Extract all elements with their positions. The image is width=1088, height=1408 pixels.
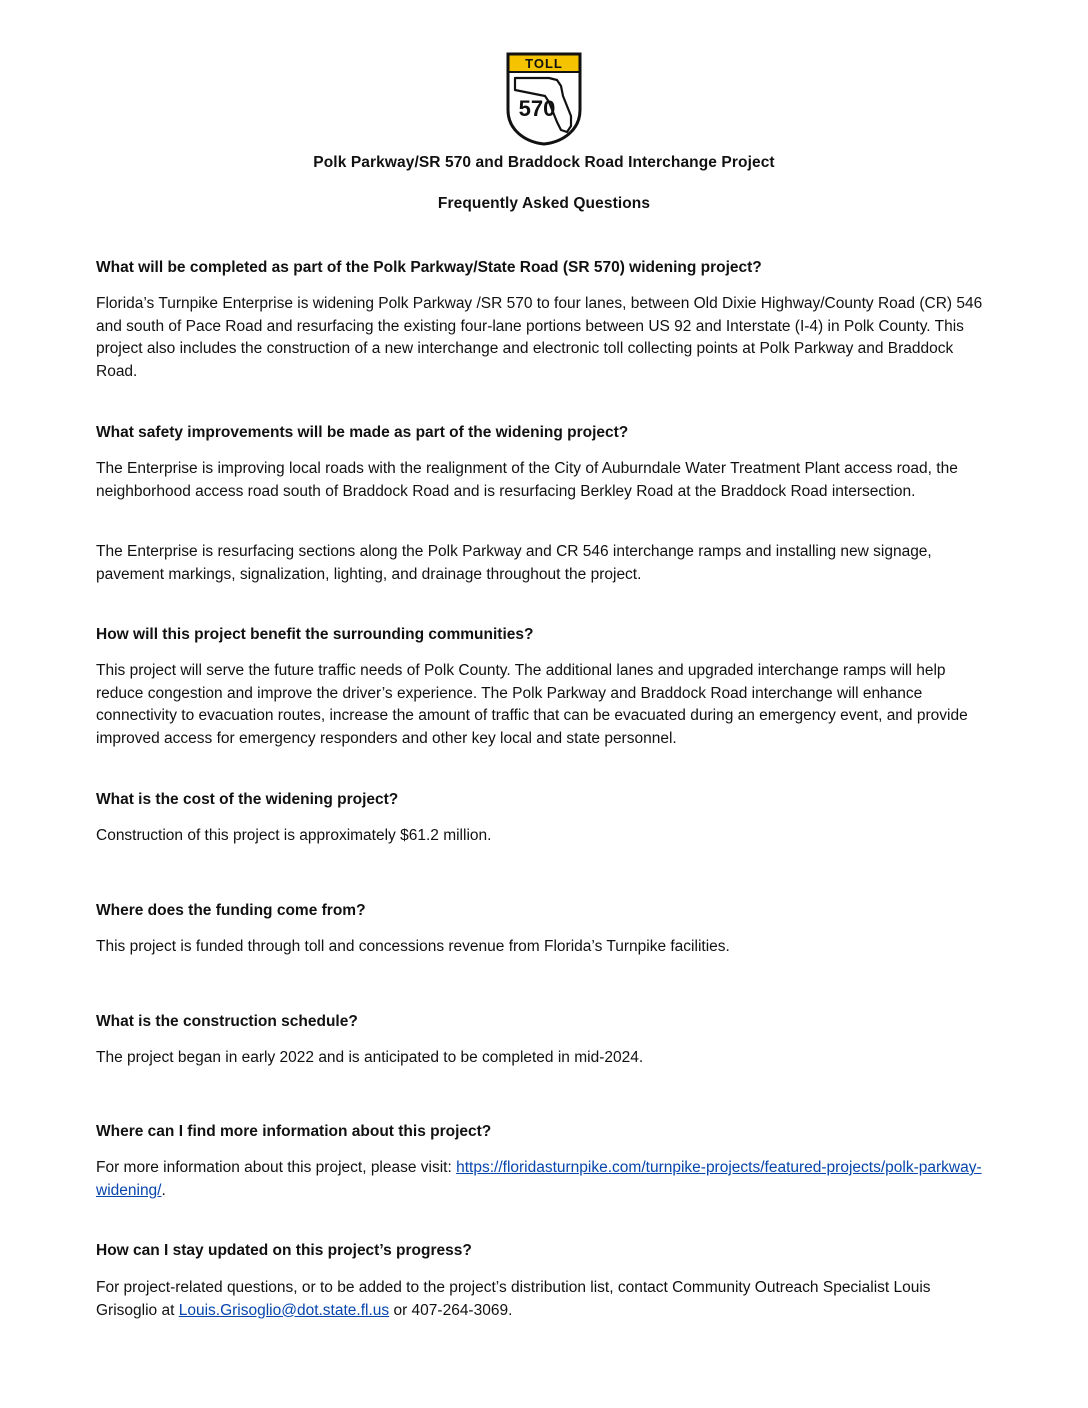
- faq-answer-6: The project began in early 2022 and is anticipated to be completed in mid-2024.: [96, 1049, 644, 1066]
- faq-answer-1: Florida’s Turnpike Enterprise is widening Polk Parkway /SR 570 to four lanes, between Old Dixie Highway/County Road (CR) 546 and south of Pace Road and resurfacing the existing four-lane portions between US 92 and Interstate (I-4) in Polk County. This project also includes the construction of a new interchange and electronic toll collecting points at Polk Parkway and Braddock Road.: [96, 295, 983, 380]
- toll-570-shield-logo: [505, 52, 583, 146]
- faq-question-8: How can I stay updated on this project’s progress?: [96, 1242, 472, 1259]
- logo-route-number: 570: [518, 96, 556, 121]
- faq-question-3: How will this project benefit the surrounding communities?: [96, 626, 534, 643]
- faq-question-5: Where does the funding come from?: [96, 902, 366, 919]
- contact-email-link[interactable]: Louis.Grisoglio@dot.state.fl.us: [178, 1301, 390, 1319]
- faq-answer-2b: The Enterprise is resurfacing sections along the Polk Parkway and CR 546 interchange ramps and installing new signage, pavement markings, signalization, lighting, and drainage throughout the project.: [96, 543, 932, 583]
- faq-answer-8-phone: or 407-264-3069.: [389, 1301, 513, 1319]
- faq-answer-8: [96, 1277, 996, 1322]
- project-website-link[interactable]: https://floridasturnpike.com/turnpike-projects/featured-projects/polk-parkway-widening/: [96, 1159, 982, 1199]
- logo-toll-text: TOLL: [525, 56, 563, 71]
- faq-answer-7-text: For more information about this project, please visit:: [96, 1159, 457, 1176]
- faq-question-2: What safety improvements will be made as part of the widening project?: [96, 424, 629, 441]
- faq-question-4: What is the cost of the widening project?: [96, 791, 399, 808]
- faq-answer-3: This project will serve the future traffic needs of Polk County. The additional lanes and upgraded interchange ramps will help reduce congestion and improve the driver’s experience. The Polk Parkway and Braddock Road interchange will enhance connectivity to evacuation routes, increase the amount of traffic that can be evacuated during an emergency event, and provide improved access for emergency responders and other key local and state personnel.: [96, 662, 968, 747]
- faq-answer-5: This project is funded through toll and concessions revenue from Florida’s Turnpike facilities.: [96, 938, 730, 955]
- page-title: Polk Parkway/SR 570 and Braddock Road Interchange Project: [313, 154, 775, 171]
- faq-answer-4: Construction of this project is approximately $61.2 million.: [96, 827, 492, 844]
- faq-question-7: Where can I find more information about this project?: [96, 1123, 492, 1140]
- faq-question-6: What is the construction schedule?: [96, 1013, 358, 1030]
- faq-answer-7: [96, 1157, 996, 1202]
- page-subtitle: Frequently Asked Questions: [437, 195, 651, 212]
- faq-answer-8-text: For project-related questions, or to be added to the project’s distribution list, contact Community Outreach Specialist Louis Grisoglio at: [96, 1279, 931, 1319]
- faq-question-1: What will be completed as part of the Polk Parkway/State Road (SR 570) widening project?: [96, 259, 762, 276]
- faq-answer-2a: The Enterprise is improving local roads with the realignment of the City of Auburndale Water Treatment Plant access road, the neighborhood access road south of Braddock Road and is resurfacing Berkley Road at the Braddock Road intersection.: [96, 460, 958, 500]
- faq-answer-7-period: .: [161, 1181, 166, 1199]
